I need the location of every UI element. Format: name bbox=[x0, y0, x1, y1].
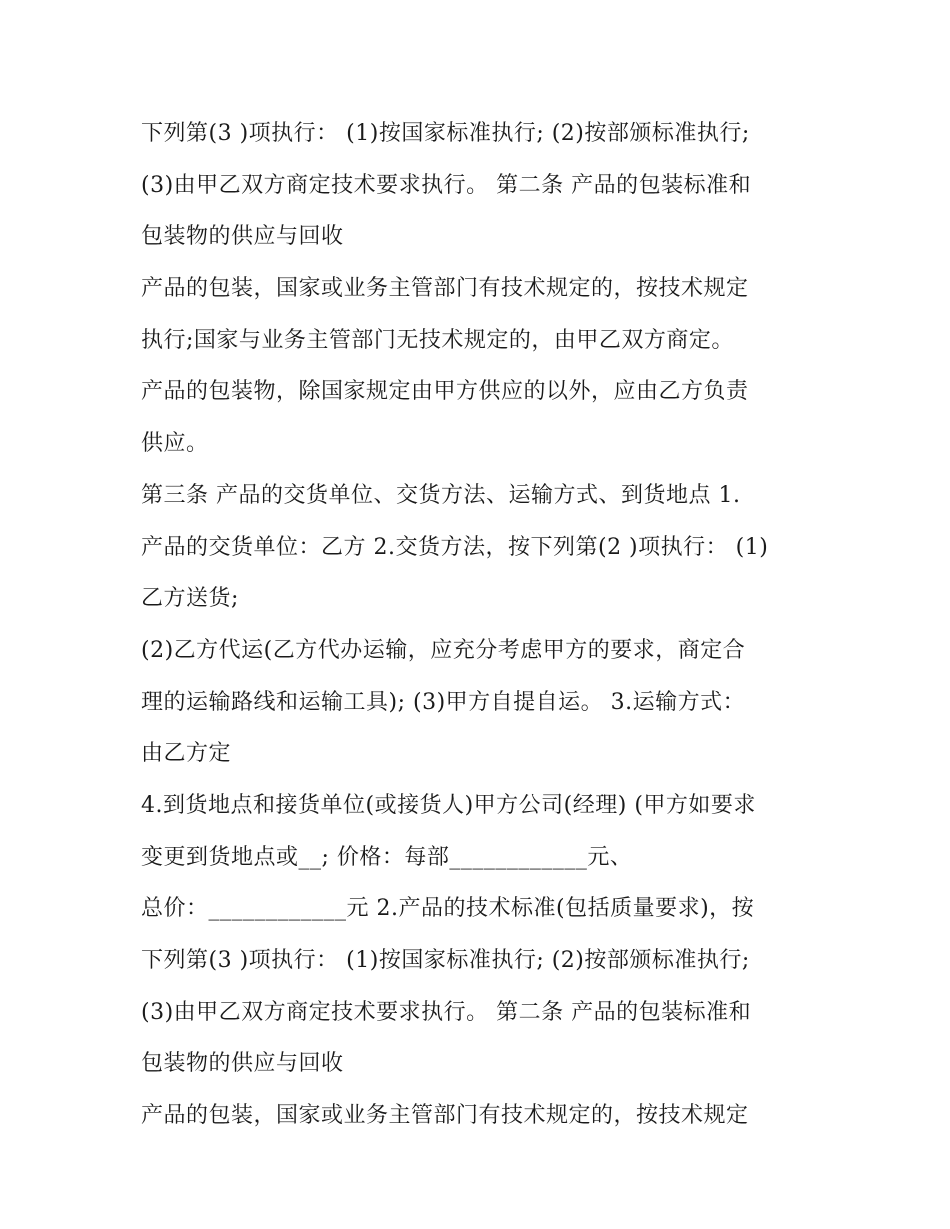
text-line: (3)由甲乙双方商定技术要求执行。 第二条 产品的包装标准和 bbox=[141, 999, 752, 1025]
text-line: 第三条 产品的交货单位、交货方法、运输方式、到货地点 1. bbox=[141, 482, 741, 508]
text-line: 由乙方定 bbox=[141, 741, 232, 767]
text-line: 乙方送货; bbox=[141, 586, 239, 612]
text-line: 产品的包装物，除国家规定由甲方供应的以外，应由乙方负责 bbox=[141, 379, 749, 405]
text-line: (2)乙方代运(乙方代办运输，应充分考虑甲方的要求，商定合 bbox=[141, 637, 746, 663]
text-line: 理的运输路线和运输工具); (3)甲方自提自运。 3.运输方式： bbox=[141, 689, 746, 715]
text-line: 下列第(3 )项执行： (1)按国家标准执行; (2)按部颁标准执行; bbox=[141, 948, 750, 973]
text-line: (3)由甲乙双方商定技术要求执行。 第二条 产品的包装标准和 bbox=[141, 172, 752, 198]
text-line: 总价：____________元 2.产品的技术标准(包括质量要求)，按 bbox=[141, 896, 755, 922]
text-line: 4.到货地点和接货单位(或接货人)甲方公司(经理) (甲方如要求 bbox=[141, 792, 756, 818]
text-line: 产品的包装，国家或业务主管部门有技术规定的，按技术规定 bbox=[141, 1103, 749, 1129]
text-line: 包装物的供应与回收 bbox=[141, 224, 344, 250]
text-line: 产品的包装，国家或业务主管部门有技术规定的，按技术规定 bbox=[141, 276, 749, 302]
text-line: 执行;国家与业务主管部门无技术规定的，由甲乙双方商定。 bbox=[141, 327, 734, 353]
text-line: 包装物的供应与回收 bbox=[141, 1051, 344, 1077]
text-line: 变更到货地点或__; 价格：每部____________元、 bbox=[141, 844, 633, 870]
text-line: 下列第(3 )项执行： (1)按国家标准执行; (2)按部颁标准执行; bbox=[141, 121, 750, 146]
text-line: 产品的交货单位：乙方 2.交货方法，按下列第(2 )项执行： (1) bbox=[141, 534, 769, 560]
document-body bbox=[141, 108, 841, 1142]
text-line: 供应。 bbox=[141, 431, 209, 457]
